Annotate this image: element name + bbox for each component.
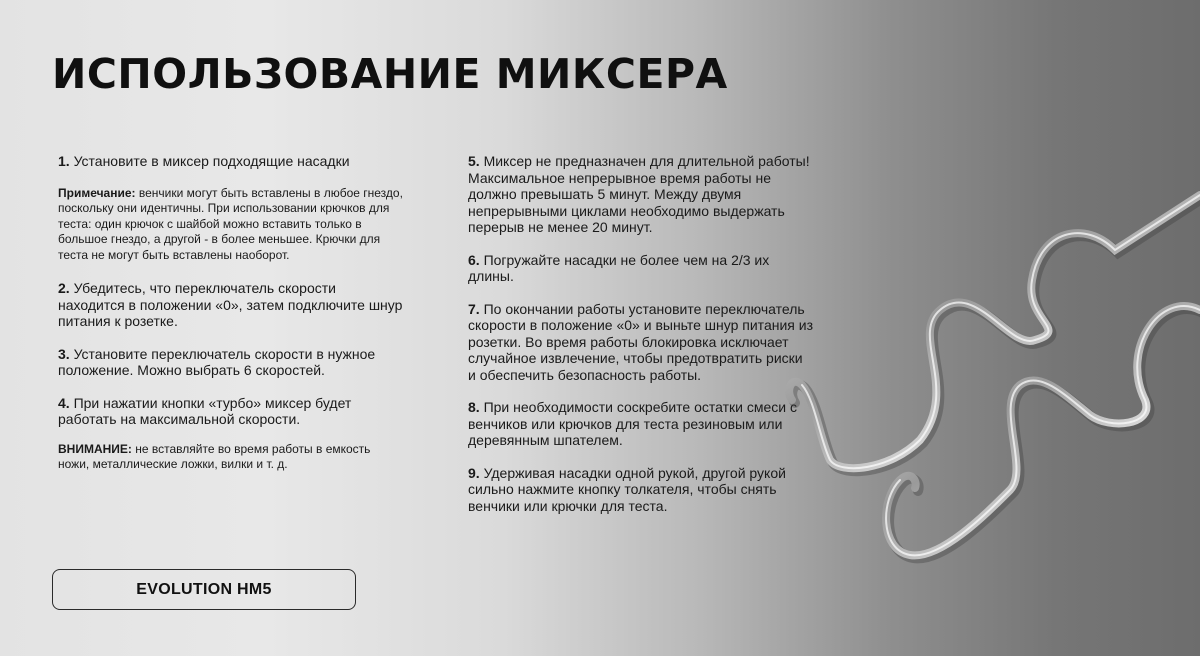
warning (58, 442, 403, 473)
step-number: 2. (58, 280, 70, 296)
step-number: 4. (58, 394, 70, 411)
dough-hook-back (789, 195, 1200, 471)
note-label: Примечание: (58, 185, 136, 200)
step-6 (468, 252, 813, 285)
step-text: Убедитесь, что переключатель скорости находится в положении «0», затем подключите шнур питания к розетке. (58, 280, 403, 329)
step-5 (468, 153, 813, 236)
note-text: венчики могут быть вставлены в любое гнездо, поскольку они идентичны. При использовании крючков для теста: один крючок с шайбой можно вставить только в большое гнездо, а другой - в более меньшее. Крючки для теста не могут быть вставлены наоборот. (58, 185, 403, 262)
step-number: 1. (58, 153, 70, 169)
step-number: 6. (468, 251, 480, 268)
step-text: При необходимости соскребите остатки смеси с венчиков или крючков для теста резиновым или деревянным шпателем. (468, 399, 797, 448)
step-3 (58, 346, 403, 379)
brand-label: EVOLUTION HM5 (52, 569, 356, 610)
step-1 (58, 153, 403, 170)
dough-hooks-image (770, 170, 1200, 590)
step-text: Миксер не предназначен для длительной работы! Максимальное непрерывное время работы не должно превышать 5 минут. Между двумя непрерывными циклами необходимо выдержать перерыв не менее 20 минут. (468, 153, 810, 235)
step-9 (468, 465, 813, 515)
step-text: При нажатии кнопки «турбо» миксер будет работать на максимальной скорости. (58, 394, 352, 427)
step-4 (58, 395, 403, 428)
step-number: 5. (468, 153, 480, 169)
step-8 (468, 399, 813, 449)
step-number: 8. (468, 399, 480, 415)
step-number: 3. (58, 345, 70, 362)
step-number: 7. (468, 300, 480, 317)
instructions-right-column (468, 153, 813, 514)
instructions-left-column (58, 153, 403, 473)
step-text: Удерживая насадки одной рукой, другой рукой сильно нажмите кнопку толкателя, чтобы снять венчики или крючки для теста. (468, 464, 786, 514)
step-number: 9. (468, 464, 480, 481)
warning-text: не вставляйте во время работы в емкость ножи, металлические ложки, вилки и т. д. (58, 441, 371, 471)
page-title: ИСПОЛЬЗОВАНИЕ МИКСЕРА (52, 50, 728, 98)
warning-label: ВНИМАНИЕ: (58, 441, 132, 456)
step-text: Установите переключатель скорости в нужное положение. Можно выбрать 6 скоростей. (58, 345, 376, 378)
step-2 (58, 280, 403, 330)
note (58, 186, 403, 264)
step-text: Установите в миксер подходящие насадки (73, 153, 350, 169)
step-text: По окончании работы установите переключатель скорости в положение «0» и выньте шнур питания из розетки. Во время работы блокировка исключает случайное извлечение, чтобы предотвратить риски и обеспечить безопасность работы. (468, 300, 813, 383)
step-text: Погружайте насадки не более чем на 2/3 их длины. (468, 251, 770, 284)
step-7 (468, 301, 813, 384)
